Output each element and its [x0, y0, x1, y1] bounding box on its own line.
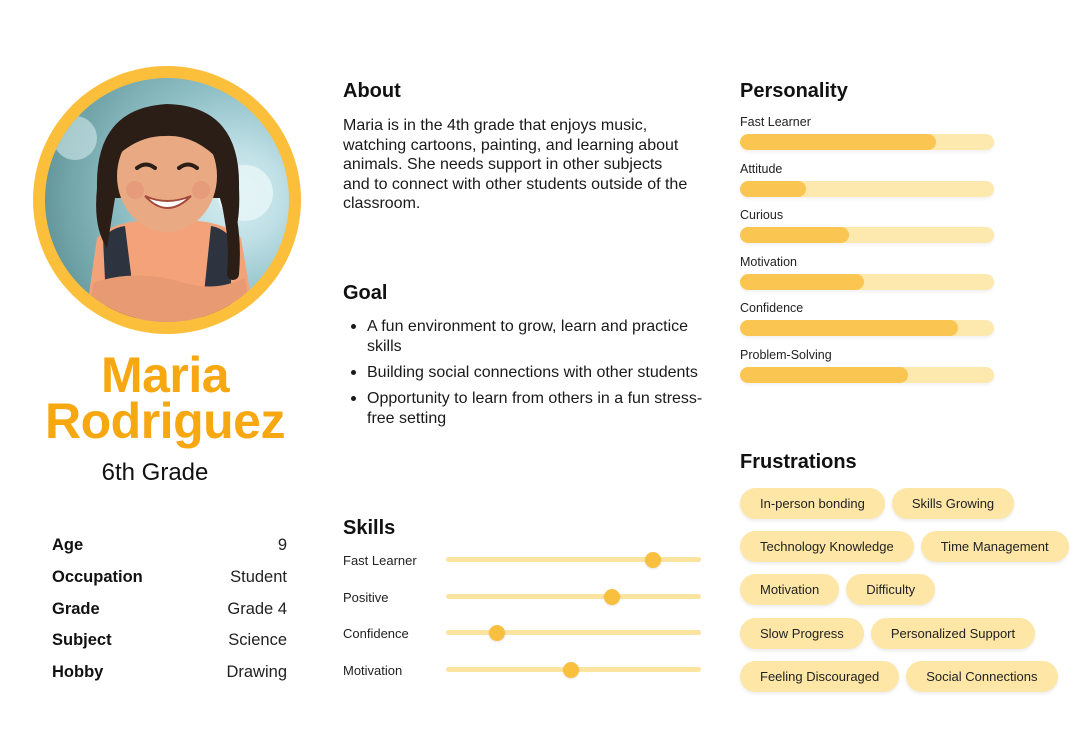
frustration-tag[interactable]: Skills Growing	[892, 488, 1014, 519]
fact-value: Science	[228, 631, 287, 650]
skills-title: Skills	[343, 517, 396, 539]
goal-item	[343, 317, 703, 356]
personality-row	[740, 255, 996, 302]
personality-label: Attitude	[740, 161, 783, 176]
fact-key: Subject	[52, 631, 112, 650]
personality-bar-fill	[740, 227, 849, 243]
personality-bar-track	[740, 181, 994, 197]
personality-title: Personality	[740, 80, 848, 102]
personality-bar-fill	[740, 134, 936, 150]
personality-bar-fill	[740, 367, 908, 383]
grade-heading: 6th Grade	[101, 459, 209, 486]
personality-bar-track	[740, 274, 994, 290]
about-title: About	[343, 80, 401, 102]
fact-row-subject	[52, 625, 287, 657]
goal-item	[343, 389, 703, 428]
profile-photo-frame	[33, 66, 301, 334]
skill-row	[343, 585, 703, 622]
personality-row	[740, 115, 996, 162]
personality-row	[740, 162, 996, 209]
skill-slider-track	[446, 630, 701, 635]
personality-bar-track	[740, 320, 994, 336]
skill-label: Positive	[343, 589, 389, 605]
personality-label: Problem-Solving	[740, 347, 832, 362]
personality-label: Curious	[740, 208, 784, 223]
personality-row	[740, 208, 996, 255]
fact-row-age	[52, 530, 287, 562]
personality-label: Motivation	[740, 254, 797, 269]
frustration-tag[interactable]: Time Management	[921, 531, 1069, 562]
frustration-tag[interactable]: Social Connections	[906, 661, 1057, 692]
fact-key: Age	[52, 536, 84, 554]
frustration-tag[interactable]: In-person bonding	[740, 488, 885, 519]
last-name: Rodriguez	[45, 393, 285, 449]
fact-value: 9	[277, 536, 287, 554]
bullet-icon	[351, 324, 356, 329]
goal-item-text: A fun environment to grow, learn and practice skills	[367, 318, 689, 355]
skill-label: Fast Learner	[343, 553, 417, 568]
personality-label: Fast Learner	[740, 115, 811, 129]
personality-bar-fill	[740, 320, 958, 336]
frustration-tag[interactable]: Personalized Support	[871, 618, 1035, 649]
personality-bar-track	[740, 227, 994, 243]
fact-key: Occupation	[52, 567, 143, 586]
skill-slider-thumb[interactable]	[489, 625, 505, 641]
skill-slider-thumb[interactable]	[604, 589, 620, 605]
person-name	[20, 347, 310, 449]
personality-bar-track	[740, 367, 994, 383]
tag-row	[740, 661, 1075, 704]
personality-bar-fill	[740, 274, 864, 290]
frustration-tag[interactable]: Slow Progress	[740, 618, 864, 649]
fact-key: Hobby	[52, 663, 104, 682]
frustrations-title: Frustrations	[740, 451, 857, 473]
profile-photo	[45, 78, 289, 322]
personality-label: Confidence	[740, 301, 804, 316]
goal-title: Goal	[343, 282, 388, 304]
skill-slider-track	[446, 594, 701, 599]
frustration-tags	[740, 488, 1075, 704]
about-text: Maria is in the 4th grade that enjoys music, watching cartoons, painting, and learning about animals. She needs support in other subjects and to connect with other students outside of the classroom.	[343, 117, 688, 213]
tag-row	[740, 574, 1075, 617]
goal-item-text: Opportunity to learn from others in a fun stress-free setting	[367, 389, 703, 427]
skills-list	[343, 548, 703, 694]
frustration-tag[interactable]: Motivation	[740, 574, 839, 605]
fact-row-occupation	[52, 562, 287, 594]
frustration-tag[interactable]: Feeling Discouraged	[740, 661, 899, 692]
goal-item-text: Building social connections with other students	[367, 363, 698, 381]
fact-value: Grade 4	[227, 599, 287, 618]
fact-row-hobby	[52, 657, 287, 689]
fact-value: Drawing	[226, 663, 287, 682]
personality-bar-fill	[740, 181, 806, 197]
personality-list	[740, 115, 996, 395]
personality-row	[740, 301, 996, 348]
skill-slider-thumb[interactable]	[645, 552, 661, 568]
tag-row	[740, 618, 1075, 661]
fact-value: Student	[230, 567, 287, 586]
goal-item	[343, 363, 703, 383]
skill-label: Motivation	[343, 662, 403, 678]
skill-slider-thumb[interactable]	[563, 662, 579, 678]
skill-slider-track	[446, 557, 701, 562]
skill-row	[343, 658, 703, 695]
goal-list	[343, 317, 703, 435]
skill-label: Confidence	[343, 626, 409, 642]
personality-bar-track	[740, 134, 994, 150]
fact-row-grade	[52, 594, 287, 626]
skill-row	[343, 548, 703, 585]
girl-portrait-icon	[45, 78, 289, 322]
tag-row	[740, 531, 1075, 574]
skill-slider-track	[446, 667, 701, 672]
facts-list	[52, 530, 287, 689]
frustration-tag[interactable]: Difficulty	[846, 574, 935, 605]
bullet-icon	[351, 370, 356, 375]
bullet-icon	[351, 396, 356, 401]
skill-row	[343, 621, 703, 658]
frustration-tag[interactable]: Technology Knowledge	[740, 531, 914, 562]
first-name: Maria	[100, 347, 230, 403]
fact-key: Grade	[52, 599, 100, 618]
tag-row	[740, 488, 1075, 531]
personality-row	[740, 348, 996, 395]
